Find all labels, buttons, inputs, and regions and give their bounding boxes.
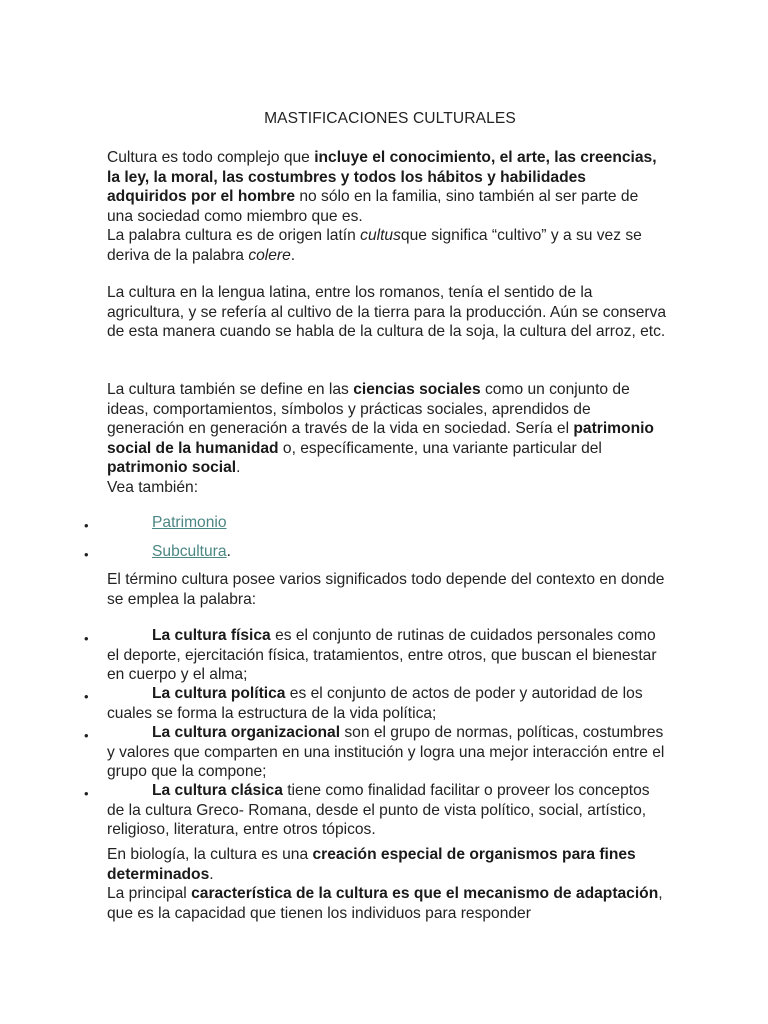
text-run: como un conjunto de ideas, comportamientos, símbolos y prácticas sociales, aprendidos de generación en generación a través de la vida en sociedad. Sería el (107, 381, 630, 437)
text-run: , que es la capacidad que tienen los individuos para responder (107, 885, 663, 922)
text-run: La palabra cultura es de origen latín (107, 227, 361, 244)
bold-run: La cultura física (152, 627, 271, 644)
list-item (107, 626, 667, 685)
list-item (107, 684, 667, 723)
paragraph-text (107, 884, 667, 923)
bold-run: incluye el conocimiento, el arte, las creencias, la ley, la moral, las costumbres y todos los hábitos y habilidades adquiridos por el hombre (107, 149, 657, 205)
text-run: . (209, 865, 214, 883)
see-also-label: Vea también: (107, 478, 199, 496)
paragraph-text: La cultura en la lengua latina, entre los romanos, tenía el sentido de la agricultura, y se refería al cultivo de la tierra para la producción. Aún se conserva de esta manera cuando se habla de la cultura de la soja, la cultura del arroz, etc. (107, 284, 667, 340)
bold-run: La cultura organizacional (152, 724, 341, 741)
text-run: La principal (107, 885, 192, 902)
italic-run: cultus (360, 227, 401, 244)
bullet-icon: • (84, 689, 89, 704)
bold-run: La cultura política (152, 685, 286, 702)
bold-run: La cultura clásica (152, 782, 283, 799)
text-run: es el conjunto de actos de poder y autoridad de los cuales se forma la estructura de la vida política; (107, 685, 643, 722)
text-run: La cultura también se define en las (107, 381, 354, 398)
list-item (107, 723, 667, 782)
bold-run: característica de la cultura es que el mecanismo de adaptación (191, 885, 659, 902)
paragraph-text (107, 845, 667, 884)
bold-run: ciencias sociales (353, 381, 481, 398)
italic-run: colere (248, 246, 291, 264)
text-run: En biología, la cultura es una (107, 846, 313, 863)
bullet-icon: • (84, 728, 89, 743)
bullet-icon: • (84, 786, 89, 801)
document-title: MASTIFICACIONES CULTURALES (264, 110, 516, 127)
text-run: son el grupo de normas, políticas, costumbres y valores que comparten en una institución y logra una mejor interacción entre el grupo que la compone; (107, 724, 665, 780)
text-run: que significa “cultivo” y a su vez se deriva de la palabra (107, 227, 642, 264)
text-run: o, específicamente, una variante particular del (278, 439, 602, 457)
intro-paragraph (107, 148, 667, 265)
paragraph-meanings (107, 570, 667, 609)
link-subcultura[interactable]: Subcultura (152, 543, 227, 560)
list-item (107, 781, 667, 840)
text-run: tiene como finalidad facilitar o proveer los conceptos de la cultura Greco- Romana, desde el punto de vista político, social, artístico, religioso, literatura, entre otros tópicos. (107, 782, 650, 838)
paragraph-text (107, 380, 667, 478)
bullet-icon: • (84, 631, 89, 646)
bullet-icon: • (84, 547, 89, 562)
text-run: . (290, 246, 296, 264)
text-run: . (236, 459, 241, 476)
list-item-link (107, 542, 667, 562)
text-run: no sólo en la familia, sino también al ser parte de una sociedad como miembro que es. (107, 188, 639, 225)
text-run: Cultura es todo complejo que (107, 149, 315, 166)
paragraph-social-sciences (107, 380, 667, 497)
list-item-link (107, 513, 667, 533)
bold-run: patrimonio social de la humanidad (107, 420, 654, 457)
paragraph-text: El término cultura posee varios significados todo depende del contexto en donde se emplea la palabra: (107, 571, 665, 608)
paragraph-definition (107, 148, 667, 226)
bold-run: creación especial de organismos para fines determinados (107, 846, 636, 883)
paragraph-etymology (107, 226, 667, 265)
link-patrimonio[interactable]: Patrimonio (152, 514, 227, 531)
text-run: . (226, 543, 231, 560)
bold-run: patrimonio social (107, 459, 237, 476)
text-run: es el conjunto de rutinas de cuidados personales como el deporte, ejercitación física, tratamientos, entre otros, que buscan el bienestar en cuerpo y el alma; (107, 627, 657, 683)
paragraph-latin (107, 283, 667, 342)
paragraph-biology (107, 845, 667, 923)
bullet-icon: • (84, 518, 89, 533)
